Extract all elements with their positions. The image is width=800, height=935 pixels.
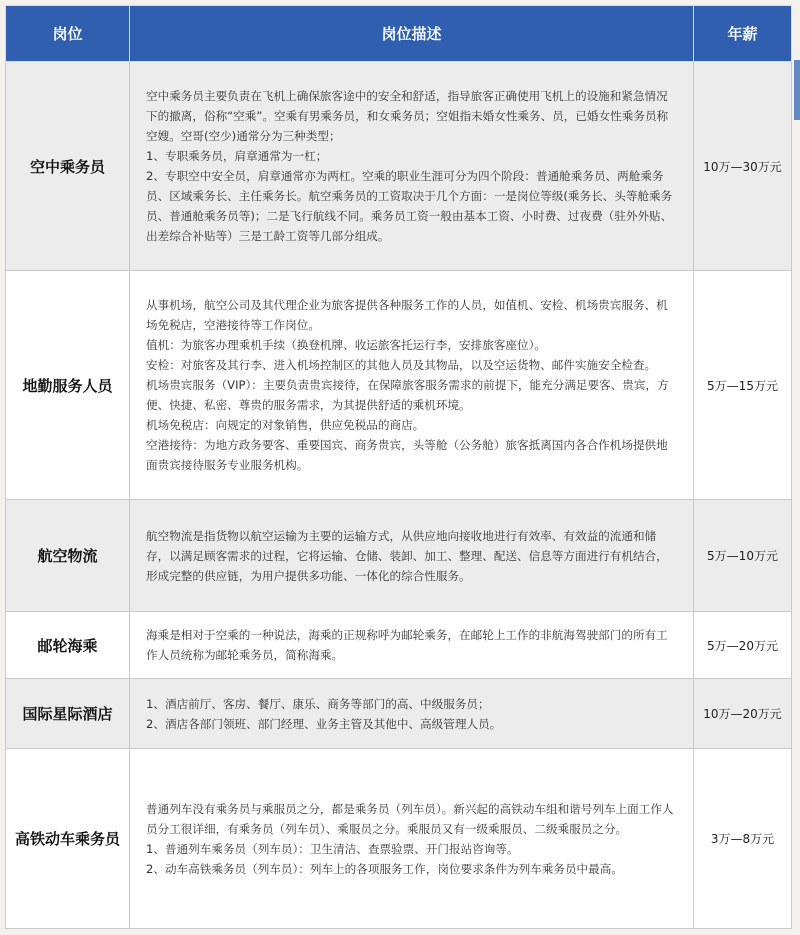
row-description [130,749,694,929]
edge-decoration [794,60,800,120]
table-row [6,749,792,929]
row-position: 国际星际酒店 [6,679,130,749]
description-line: 1、普通列车乘务员（列车员）：卫生清洁、查票验票、开门报站咨询等。 [146,841,519,856]
description-line: 1、专职乘务员，肩章通常为一杠； [146,149,328,163]
description-line: 值机：为旅客办理乘机手续（换登机牌、收运旅客托运行李，安排旅客座位）。 [146,338,546,352]
description-line: 机场贵宾服务（VIP）：主要负责贵宾接待，在保障旅客服务需求的前提下，能充分满足要客、贵宾，方便、快捷、私密、尊贵的服务需求，为其提供舒适的乘机环境。 [146,378,669,412]
header-description: 岗位描述 [130,6,694,62]
description-line: 2、动车高铁乘务员（列车员）：列车上的各项服务工作，岗位要求条件为列车乘务员中最高。 [146,861,623,876]
row-position: 高铁动车乘务员 [6,749,130,929]
row-salary: 3万—8万元 [694,749,792,929]
row-position: 邮轮海乘 [6,612,130,679]
row-salary: 5万—10万元 [694,500,792,612]
table-row [6,679,792,749]
row-salary: 10万—20万元 [694,679,792,749]
row-position: 航空物流 [6,500,130,612]
row-position: 地勤服务人员 [6,271,130,500]
row-salary: 5万—20万元 [694,612,792,679]
description-line: 航空物流是指货物以航空运输为主要的运输方式，从供应地向接收地进行有效率、有效益的流通和储存，以满足顾客需求的过程，它将运输、仓储、装卸、加工、整理、配送、信息等方面进行有机结合，形成完整的供应链，为用户提供多功能、一体化的综合性服务。 [146,528,668,583]
description-line: 空港接待：为地方政务要客、重要国宾、商务贵宾，头等舱（公务舱）旅客抵离国内各合作机场提供地面贵宾接待服务专业服务机构。 [146,438,668,472]
description-line: 海乘是相对于空乘的一种说法，海乘的正规称呼为邮轮乘务，在邮轮上工作的非航海驾驶部门的所有工作人员统称为邮轮乘务员，简称海乘。 [146,628,668,662]
table-row [6,271,792,500]
row-description [130,271,694,500]
header-salary: 年薪 [694,6,792,62]
table-row [6,62,792,271]
row-description [130,500,694,612]
row-position: 空中乘务员 [6,62,130,271]
description-line: 普通列车没有乘务员与乘服员之分，都是乘务员（列车员）。新兴起的高铁动车组和谐号列车上面工作人员分工很详细，有乘务员（列车员）、乘服员之分。乘服员又有一级乘服员、二级乘服员之分。 [146,801,674,836]
table-row [6,612,792,679]
description-line: 1、酒店前厅、客房、餐厅、康乐、商务等部门的高、中级服务员； [146,696,490,711]
header-row [6,6,792,62]
description-line: 2、专职空中安全员，肩章通常亦为两杠。空乘的职业生涯可分为四个阶段：普通舱乘务员、两舱乘务员、区域乘务长、主任乘务长。航空乘务员的工资取决于几个方面：一是岗位等级(乘务长、头等舱乘务员、普通舱乘务员等)；二是飞行航线不同。乘务员工资一般由基本工资、小时费、过夜费（驻外外贴、出差综合补贴等）三是工龄工资等几部分组成。 [146,169,673,243]
job-salary-table [5,5,792,929]
description-line: 机场免税店：向规定的对象销售，供应免税品的商店。 [146,418,425,432]
row-salary: 5万—15万元 [694,271,792,500]
description-line: 从事机场，航空公司及其代理企业为旅客提供各种服务工作的人员，如值机、安检、机场贵宾服务、机场免税店，空港接待等工作岗位。 [146,298,668,332]
row-description [130,679,694,749]
description-line: 安检：对旅客及其行李、进入机场控制区的其他人员及其物品，以及空运货物、邮件实施安全检查。 [146,358,657,372]
description-line: 空中乘务员主要负责在飞机上确保旅客途中的安全和舒适，指导旅客正确使用飞机上的设施和紧急情况下的撤离，俗称“空乘”。空乘有男乘务员，和女乘务员；空姐指未婚女性乘务、员，已婚女性乘务员称空嫂。空哥(空少)通常分为三种类型； [146,89,669,143]
row-description [130,612,694,679]
header-position: 岗位 [6,6,130,62]
table-row [6,500,792,612]
row-salary: 10万—30万元 [694,62,792,271]
row-description [130,62,694,271]
description-line: 2、酒店各部门领班、部门经理、业务主管及其他中、高级管理人员。 [146,716,502,731]
